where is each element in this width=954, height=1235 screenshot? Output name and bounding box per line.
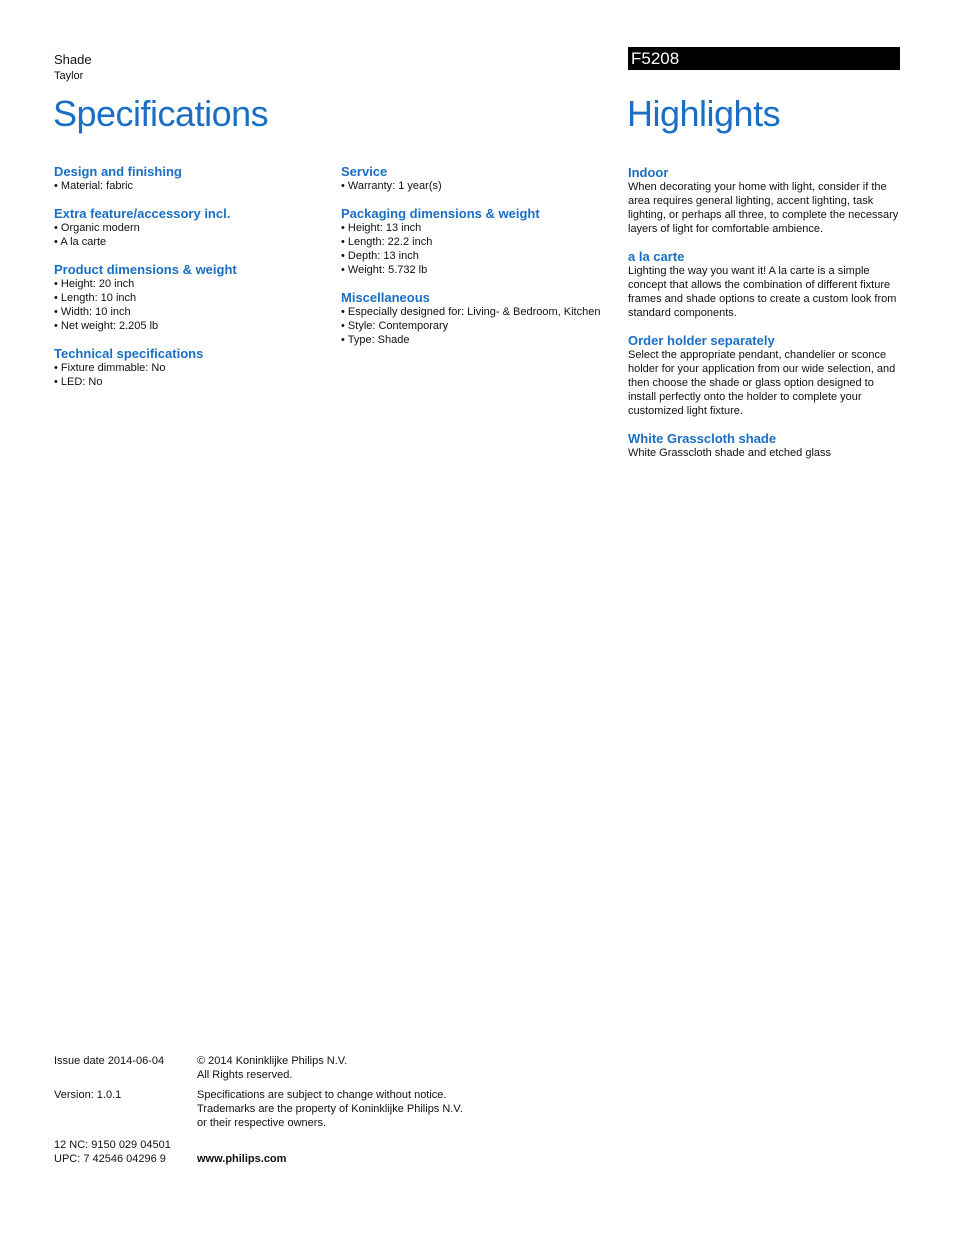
spec-item: • Warranty: 1 year(s) (341, 179, 621, 193)
upc-code: UPC: 7 42546 04296 9 (54, 1153, 166, 1165)
specifications-title: Specifications (53, 93, 269, 134)
highlight-a-la-carte (628, 249, 903, 320)
spec-item: • Style: Contemporary (341, 319, 621, 333)
spec-item: • Net weight: 2.205 lb (54, 319, 334, 333)
highlight-heading: White Grasscloth shade (628, 431, 777, 446)
highlight-body: When decorating your home with light, consider if the area requires general lighting, accent lighting, task lighting, or perhaps all three, to complete the necessary layers of light for comfortable ambience. (628, 181, 899, 235)
spec-item: • Length: 10 inch (54, 291, 334, 305)
notice-line: or their respective owners. (197, 1117, 326, 1129)
highlight-heading: Order holder separately (628, 333, 775, 348)
product-name: Shade (54, 52, 92, 67)
spec-heading: Packaging dimensions & weight (341, 206, 540, 221)
version: Version: 1.0.1 (54, 1089, 122, 1101)
spec-heading: Product dimensions & weight (54, 262, 237, 277)
spec-section-packaging (341, 206, 621, 277)
spec-item: • Especially designed for: Living- & Bedroom, Kitchen (341, 305, 621, 319)
highlight-body: Select the appropriate pendant, chandelier or sconce holder for your application from our wide selection, and then choose the shade or glass option designed to install perfectly onto the holder to complete your customized light fixture. (628, 349, 896, 417)
highlights-title: Highlights (627, 93, 781, 134)
nc-code: 12 NC: 9150 029 04501 (54, 1139, 171, 1151)
highlight-heading: a la carte (628, 249, 685, 264)
highlight-heading: Indoor (628, 165, 669, 180)
spec-item: • Length: 22.2 inch (341, 235, 621, 249)
specs-column-1 (54, 164, 334, 402)
spec-item: • Material: fabric (54, 179, 334, 193)
spec-heading: Miscellaneous (341, 290, 430, 305)
spec-item: • Height: 13 inch (341, 221, 621, 235)
spec-item: • Width: 10 inch (54, 305, 334, 319)
spec-item: • Organic modern (54, 221, 334, 235)
spec-item: • Type: Shade (341, 333, 621, 347)
highlight-body: White Grasscloth shade and etched glass (628, 447, 832, 459)
highlights-column (628, 165, 903, 473)
spec-item: • Height: 20 inch (54, 277, 334, 291)
legal-notice (197, 1088, 463, 1130)
website-link[interactable]: www.philips.com (197, 1153, 287, 1165)
spec-item: • A la carte (54, 235, 334, 249)
spec-section-miscellaneous (341, 290, 621, 347)
spec-item: • Fixture dimmable: No (54, 361, 334, 375)
highlight-body: Lighting the way you want it! A la carte is a simple concept that allows the combination of different fixture frames and shade options to create a custom look from standard components. (628, 265, 897, 319)
notice-line: Trademarks are the property of Koninklijke Philips N.V. (197, 1103, 463, 1115)
rights-line: All Rights reserved. (197, 1069, 293, 1081)
spec-section-service (341, 164, 621, 193)
notice-line: Specifications are subject to change without notice. (197, 1089, 447, 1101)
spec-section-design (54, 164, 334, 193)
highlight-order-holder (628, 333, 903, 418)
spec-heading: Technical specifications (54, 346, 204, 361)
model-number-bar: F5208 (628, 47, 900, 70)
spec-section-extra (54, 206, 334, 249)
highlight-grasscloth (628, 431, 903, 460)
spec-heading: Extra feature/accessory incl. (54, 206, 231, 221)
spec-item: • Depth: 13 inch (341, 249, 621, 263)
copyright (197, 1054, 347, 1082)
issue-date: Issue date 2014-06-04 (54, 1055, 165, 1067)
specs-column-2 (341, 164, 621, 360)
spec-item: • LED: No (54, 375, 334, 389)
spec-section-product-dimensions (54, 262, 334, 333)
spec-heading: Service (341, 164, 388, 179)
copyright-line: © 2014 Koninklijke Philips N.V. (197, 1055, 348, 1067)
spec-heading: Design and finishing (54, 164, 182, 179)
spec-item: • Weight: 5.732 lb (341, 263, 621, 277)
highlight-indoor (628, 165, 903, 236)
spec-section-technical (54, 346, 334, 389)
product-subtitle: Taylor (54, 70, 84, 82)
product-codes (54, 1138, 171, 1166)
